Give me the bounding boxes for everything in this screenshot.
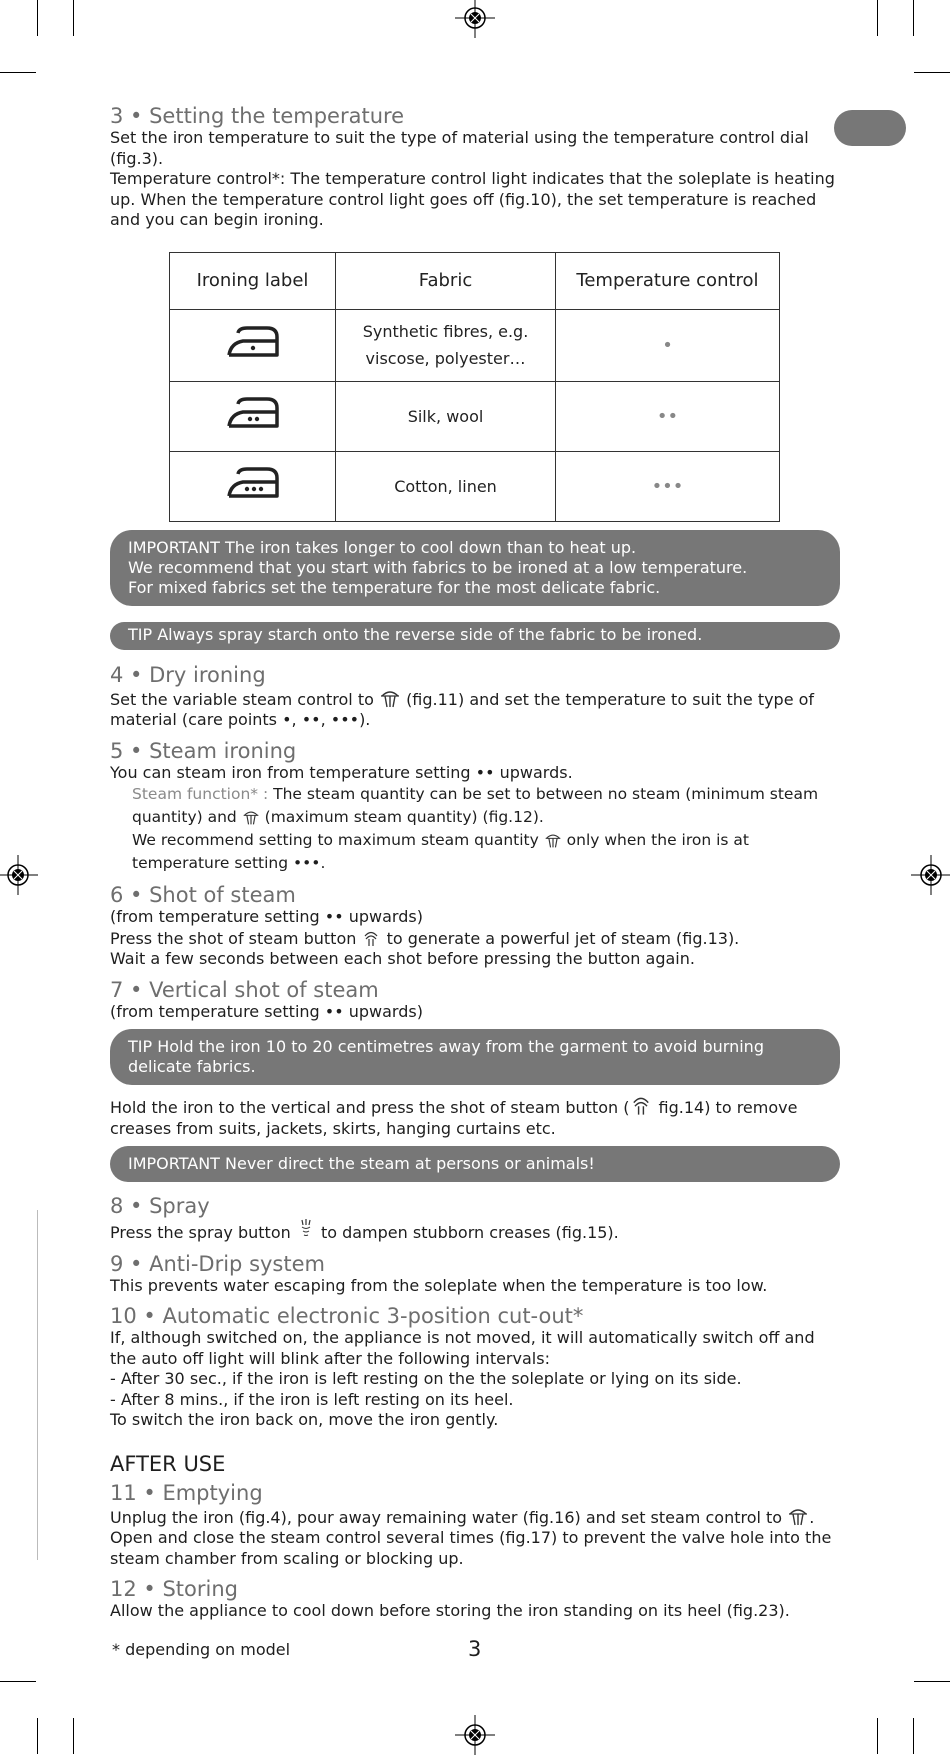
- registration-mark-icon: [455, 0, 495, 38]
- section-title: 12 • Storing: [110, 1577, 238, 1601]
- ironing-label-cell: [170, 451, 336, 521]
- section-title: 9 • Anti-Drip system: [110, 1251, 325, 1276]
- crop-mark: [37, 0, 38, 36]
- fabric-cell: Cotton, linen: [336, 451, 556, 521]
- paragraph: [110, 829, 840, 875]
- temperature-dots-cell: ••: [556, 381, 780, 451]
- crop-mark: [37, 1718, 38, 1754]
- paragraph: - After 8 mins., if the iron is left resting on its heel.: [110, 1389, 514, 1409]
- table-header: Ironing label: [170, 252, 336, 309]
- paragraph: [110, 783, 840, 829]
- paragraph: Set the iron temperature to suit the type of material using the temperature control dial (fig.3).: [110, 128, 809, 168]
- steam-control-icon: [787, 1505, 809, 1527]
- temperature-table: [169, 252, 780, 522]
- ironing-label-cell: [170, 381, 336, 451]
- section-title: 4 • Dry ironing: [110, 662, 266, 687]
- note-line: IMPORTANT The iron takes longer to cool down than to heat up.: [128, 537, 637, 557]
- table-row: [170, 451, 780, 521]
- crop-mark: [73, 0, 74, 36]
- paragraph: [110, 928, 840, 950]
- steam-control-icon: [379, 687, 401, 709]
- text-span: Hold the iron to the vertical and press the shot of steam button (: [110, 1098, 630, 1117]
- paragraph: [110, 687, 840, 731]
- paragraph: Allow the appliance to cool down before storing the iron standing on its heel (fig.23).: [110, 1601, 790, 1620]
- temperature-dots-cell: •: [556, 309, 780, 381]
- steam-function-label: Steam function* :: [132, 785, 269, 803]
- crop-mark: [0, 1681, 36, 1682]
- table-row: [170, 381, 780, 451]
- text-span: to dampen stubborn creases (fig.15).: [320, 1223, 619, 1242]
- paragraph: If, although switched on, the appliance is not moved, it will automatically switch off and the auto off light will blink after the following intervals:: [110, 1328, 815, 1368]
- text-span: Unplug the iron (fig.4), pour away remaining water (fig.16) and set steam control to: [110, 1507, 783, 1527]
- paragraph: This prevents water escaping from the soleplate when the temperature is too low.: [110, 1275, 768, 1295]
- section-title: 8 • Spray: [110, 1194, 210, 1218]
- text-span: We recommend setting to maximum steam quantity: [132, 831, 539, 849]
- paragraph: [110, 1218, 840, 1244]
- shot-of-steam-icon: [361, 928, 381, 948]
- section-title: 5 • Steam ironing: [110, 738, 297, 763]
- text-span: (fig.11) and set the temperature to suit the type of material (care points •, ••, •••).: [110, 689, 815, 729]
- paragraph: Wait a few seconds between each shot before pressing the button again.: [110, 949, 695, 968]
- paragraph: You can steam iron from temperature setting •• upwards.: [110, 762, 573, 782]
- footnote: * depending on model: [112, 1640, 291, 1659]
- crop-mark: [914, 72, 950, 73]
- paragraph: (from temperature setting •• upwards): [110, 907, 423, 926]
- paragraph: - After 30 sec., if the iron is left resting on the the soleplate or lying on its side.: [110, 1369, 742, 1388]
- paragraph: Temperature control*: The temperature control light indicates that the soleplate is heating up. When the temperature control light goes off (fig.10), the set temperature is reached and you can begin ironing.: [110, 169, 835, 229]
- text-span: to generate a powerful jet of steam (fig.13).: [386, 928, 740, 948]
- crop-mark: [877, 0, 878, 36]
- registration-mark-icon: [455, 1715, 495, 1755]
- text-span: fig.14) to remove creases from suits, jackets, skirts, hanging curtains etc.: [110, 1098, 798, 1138]
- shot-of-steam-icon: [629, 1093, 653, 1117]
- crop-mark: [37, 1210, 38, 1560]
- page-number: 3: [468, 1637, 482, 1661]
- tip-note: TIP Hold the iron 10 to 20 centimetres away from the garment to avoid burning delicate fabrics.: [110, 1029, 840, 1085]
- crop-mark: [73, 1718, 74, 1754]
- section-title: 11 • Emptying: [110, 1480, 263, 1505]
- paragraph: [110, 1093, 840, 1139]
- table-row: [170, 309, 780, 381]
- crop-mark: [913, 1718, 914, 1754]
- paragraph: [110, 1505, 840, 1570]
- table-header: Fabric: [336, 252, 556, 309]
- crop-mark: [877, 1718, 878, 1754]
- text-span: only when the iron is at temperature setting •••.: [132, 831, 749, 872]
- crop-mark: [0, 72, 36, 73]
- tip-note: TIP Always spray starch onto the reverse side of the fabric to be ironed.: [110, 622, 840, 650]
- text-span: . Open and close the steam control several times (fig.17) to prevent the valve hole into the steam chamber from scaling or blocking up.: [110, 1507, 832, 1568]
- registration-mark-icon: [0, 855, 38, 895]
- section-title: 7 • Vertical shot of steam: [110, 977, 379, 1002]
- paragraph: To switch the iron back on, move the iron gently.: [110, 1410, 499, 1429]
- text-span: Set the variable steam control to: [110, 689, 374, 709]
- crop-mark: [914, 1681, 950, 1682]
- ironing-label-cell: [170, 309, 336, 381]
- text-span: Press the shot of steam button: [110, 928, 357, 948]
- crop-mark: [913, 0, 914, 36]
- iron-three-dots-icon: [225, 465, 281, 499]
- paragraph: (from temperature setting •• upwards): [110, 1001, 423, 1021]
- iron-two-dots-icon: [225, 395, 281, 429]
- important-note: [110, 530, 840, 606]
- section-title: 10 • Automatic electronic 3-position cut-out*: [110, 1304, 584, 1328]
- temperature-dots-cell: •••: [556, 451, 780, 521]
- fabric-cell: Silk, wool: [336, 381, 556, 451]
- section-title: 6 • Shot of steam: [110, 883, 296, 907]
- language-tab: [834, 110, 906, 146]
- text-span: (maximum steam quantity) (fig.12).: [264, 808, 544, 826]
- registration-mark-icon: [911, 855, 950, 895]
- spray-icon: [296, 1218, 316, 1242]
- text-span: Press the spray button: [110, 1223, 291, 1242]
- max-steam-icon: [242, 808, 260, 826]
- page-content: [110, 104, 840, 1622]
- important-note: IMPORTANT Never direct the steam at persons or animals!: [110, 1146, 840, 1182]
- note-line: For mixed fabrics set the temperature for the most delicate fabric.: [128, 577, 661, 597]
- fabric-cell: Synthetic fibres, e.g. viscose, polyester…: [336, 309, 556, 381]
- iron-one-dot-icon: [225, 324, 281, 358]
- table-header: Temperature control: [556, 252, 780, 309]
- after-use-heading: AFTER USE: [110, 1451, 226, 1476]
- max-steam-icon: [544, 831, 562, 849]
- text-span: The steam quantity can be set to between no steam (minimum steam quantity) and: [132, 785, 819, 826]
- section-title: 3 • Setting the temperature: [110, 104, 405, 128]
- note-line: We recommend that you start with fabrics to be ironed at a low temperature.: [128, 557, 748, 577]
